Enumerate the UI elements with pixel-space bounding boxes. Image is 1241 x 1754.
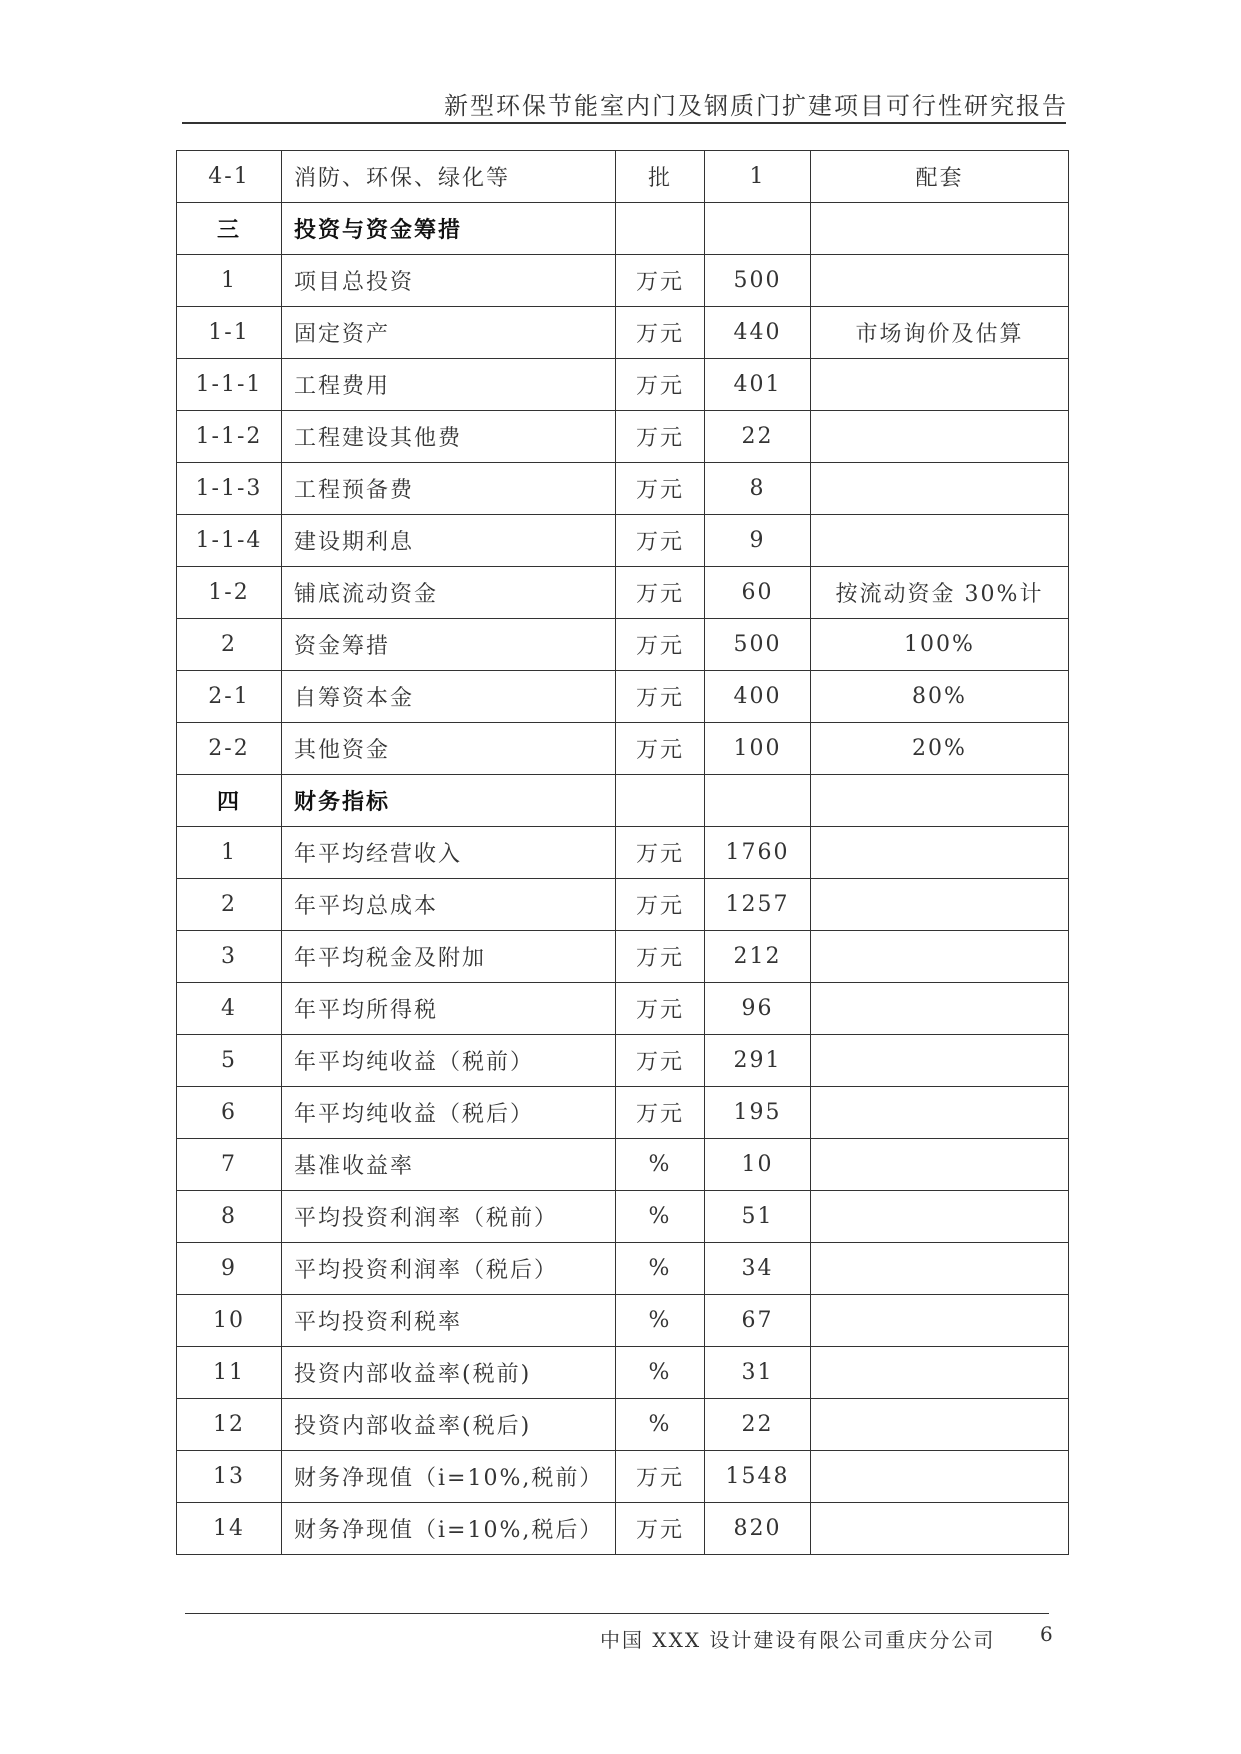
- item-name-cell: 自筹资本金: [282, 671, 616, 723]
- unit-cell: %: [616, 1295, 705, 1347]
- item-name-cell: 平均投资利税率: [282, 1295, 616, 1347]
- unit-cell: 万元: [616, 1503, 705, 1555]
- row-number-cell: 6: [177, 1087, 282, 1139]
- unit-cell: 万元: [616, 1451, 705, 1503]
- note-cell: [811, 1087, 1069, 1139]
- row-number-cell: 4: [177, 983, 282, 1035]
- unit-cell: 万元: [616, 1035, 705, 1087]
- table-row: [177, 1243, 1069, 1295]
- note-cell: [811, 879, 1069, 931]
- row-number-cell: 10: [177, 1295, 282, 1347]
- page-number: 6: [1040, 1622, 1053, 1646]
- value-cell: [705, 203, 811, 255]
- unit-cell: %: [616, 1347, 705, 1399]
- unit-cell: [616, 775, 705, 827]
- item-name-cell: 项目总投资: [282, 255, 616, 307]
- row-number-cell: 12: [177, 1399, 282, 1451]
- value-cell: 51: [705, 1191, 811, 1243]
- row-number-cell: 1-1-1: [177, 359, 282, 411]
- table-row: [177, 463, 1069, 515]
- table-body: [177, 151, 1069, 1555]
- unit-cell: 万元: [616, 879, 705, 931]
- row-number-cell: 四: [177, 775, 282, 827]
- footer-rule: [185, 1613, 1049, 1614]
- unit-cell: 万元: [616, 1087, 705, 1139]
- value-cell: 401: [705, 359, 811, 411]
- item-name-cell: 年平均税金及附加: [282, 931, 616, 983]
- header-rule: [182, 122, 1066, 124]
- unit-cell: 万元: [616, 255, 705, 307]
- value-cell: [705, 775, 811, 827]
- row-number-cell: 1-2: [177, 567, 282, 619]
- item-name-cell: 消防、环保、绿化等: [282, 151, 616, 203]
- table-row: [177, 1295, 1069, 1347]
- note-cell: 20%: [811, 723, 1069, 775]
- row-number-cell: 1: [177, 827, 282, 879]
- table-row: [177, 931, 1069, 983]
- item-name-cell: 投资内部收益率(税前): [282, 1347, 616, 1399]
- value-cell: 1760: [705, 827, 811, 879]
- unit-cell: 万元: [616, 671, 705, 723]
- table-row: [177, 411, 1069, 463]
- value-cell: 1257: [705, 879, 811, 931]
- section-row: [177, 775, 1069, 827]
- note-cell: [811, 255, 1069, 307]
- value-cell: 1: [705, 151, 811, 203]
- item-name-cell: 财务指标: [282, 775, 616, 827]
- row-number-cell: 1-1-3: [177, 463, 282, 515]
- item-name-cell: 固定资产: [282, 307, 616, 359]
- note-cell: 配套: [811, 151, 1069, 203]
- item-name-cell: 投资与资金筹措: [282, 203, 616, 255]
- table-row: [177, 671, 1069, 723]
- note-cell: [811, 463, 1069, 515]
- unit-cell: 万元: [616, 723, 705, 775]
- unit-cell: 万元: [616, 515, 705, 567]
- unit-cell: 万元: [616, 827, 705, 879]
- table-row: [177, 307, 1069, 359]
- value-cell: 291: [705, 1035, 811, 1087]
- value-cell: 67: [705, 1295, 811, 1347]
- indicator-table: [176, 150, 1069, 1555]
- note-cell: [811, 515, 1069, 567]
- table-row: [177, 619, 1069, 671]
- item-name-cell: 工程建设其他费: [282, 411, 616, 463]
- item-name-cell: 年平均所得税: [282, 983, 616, 1035]
- item-name-cell: 建设期利息: [282, 515, 616, 567]
- item-name-cell: 财务净现值（i=10%,税前）: [282, 1451, 616, 1503]
- note-cell: [811, 983, 1069, 1035]
- table-row: [177, 567, 1069, 619]
- unit-cell: %: [616, 1399, 705, 1451]
- note-cell: [811, 359, 1069, 411]
- value-cell: 22: [705, 1399, 811, 1451]
- table-row: [177, 1191, 1069, 1243]
- row-number-cell: 5: [177, 1035, 282, 1087]
- note-cell: 100%: [811, 619, 1069, 671]
- value-cell: 10: [705, 1139, 811, 1191]
- table-row: [177, 515, 1069, 567]
- row-number-cell: 3: [177, 931, 282, 983]
- item-name-cell: 其他资金: [282, 723, 616, 775]
- unit-cell: 万元: [616, 567, 705, 619]
- table-row: [177, 827, 1069, 879]
- note-cell: [811, 775, 1069, 827]
- footer-company: 中国 XXX 设计建设有限公司重庆分公司: [600, 1628, 996, 1652]
- row-number-cell: 2-1: [177, 671, 282, 723]
- unit-cell: 万元: [616, 307, 705, 359]
- row-number-cell: 1-1-2: [177, 411, 282, 463]
- row-number-cell: 1-1: [177, 307, 282, 359]
- unit-cell: 万元: [616, 463, 705, 515]
- item-name-cell: 年平均经营收入: [282, 827, 616, 879]
- note-cell: [811, 1347, 1069, 1399]
- row-number-cell: 1-1-4: [177, 515, 282, 567]
- value-cell: 96: [705, 983, 811, 1035]
- table-row: [177, 151, 1069, 203]
- table-row: [177, 723, 1069, 775]
- value-cell: 8: [705, 463, 811, 515]
- unit-cell: 批: [616, 151, 705, 203]
- table-row: [177, 1347, 1069, 1399]
- table-row: [177, 1451, 1069, 1503]
- row-number-cell: 13: [177, 1451, 282, 1503]
- value-cell: 820: [705, 1503, 811, 1555]
- unit-cell: 万元: [616, 411, 705, 463]
- item-name-cell: 年平均总成本: [282, 879, 616, 931]
- note-cell: [811, 827, 1069, 879]
- item-name-cell: 财务净现值（i=10%,税后）: [282, 1503, 616, 1555]
- row-number-cell: 11: [177, 1347, 282, 1399]
- table-row: [177, 1035, 1069, 1087]
- row-number-cell: 2: [177, 879, 282, 931]
- row-number-cell: 7: [177, 1139, 282, 1191]
- note-cell: [811, 1035, 1069, 1087]
- table-row: [177, 1139, 1069, 1191]
- section-row: [177, 203, 1069, 255]
- value-cell: 500: [705, 255, 811, 307]
- note-cell: [811, 1451, 1069, 1503]
- value-cell: 60: [705, 567, 811, 619]
- table-row: [177, 1087, 1069, 1139]
- item-name-cell: 平均投资利润率（税前）: [282, 1191, 616, 1243]
- unit-cell: 万元: [616, 359, 705, 411]
- item-name-cell: 工程费用: [282, 359, 616, 411]
- item-name-cell: 基准收益率: [282, 1139, 616, 1191]
- note-cell: 市场询价及估算: [811, 307, 1069, 359]
- table-row: [177, 255, 1069, 307]
- note-cell: [811, 1243, 1069, 1295]
- unit-cell: %: [616, 1139, 705, 1191]
- item-name-cell: 平均投资利润率（税后）: [282, 1243, 616, 1295]
- value-cell: 34: [705, 1243, 811, 1295]
- unit-cell: 万元: [616, 931, 705, 983]
- row-number-cell: 2: [177, 619, 282, 671]
- item-name-cell: 年平均纯收益（税前）: [282, 1035, 616, 1087]
- value-cell: 212: [705, 931, 811, 983]
- note-cell: [811, 1503, 1069, 1555]
- table-row: [177, 879, 1069, 931]
- item-name-cell: 铺底流动资金: [282, 567, 616, 619]
- value-cell: 100: [705, 723, 811, 775]
- row-number-cell: 1: [177, 255, 282, 307]
- value-cell: 440: [705, 307, 811, 359]
- row-number-cell: 14: [177, 1503, 282, 1555]
- table-row: [177, 359, 1069, 411]
- note-cell: [811, 1295, 1069, 1347]
- unit-cell: %: [616, 1243, 705, 1295]
- unit-cell: [616, 203, 705, 255]
- document-header-title: 新型环保节能室内门及钢质门扩建项目可行性研究报告: [444, 92, 1068, 120]
- value-cell: 31: [705, 1347, 811, 1399]
- value-cell: 500: [705, 619, 811, 671]
- unit-cell: 万元: [616, 619, 705, 671]
- note-cell: [811, 1139, 1069, 1191]
- item-name-cell: 资金筹措: [282, 619, 616, 671]
- value-cell: 9: [705, 515, 811, 567]
- value-cell: 195: [705, 1087, 811, 1139]
- note-cell: 按流动资金 30%计: [811, 567, 1069, 619]
- row-number-cell: 9: [177, 1243, 282, 1295]
- note-cell: [811, 1399, 1069, 1451]
- note-cell: [811, 203, 1069, 255]
- item-name-cell: 工程预备费: [282, 463, 616, 515]
- table-row: [177, 1399, 1069, 1451]
- table-row: [177, 1503, 1069, 1555]
- item-name-cell: 投资内部收益率(税后): [282, 1399, 616, 1451]
- table-row: [177, 983, 1069, 1035]
- row-number-cell: 2-2: [177, 723, 282, 775]
- note-cell: [811, 411, 1069, 463]
- note-cell: [811, 931, 1069, 983]
- item-name-cell: 年平均纯收益（税后）: [282, 1087, 616, 1139]
- value-cell: 400: [705, 671, 811, 723]
- note-cell: [811, 1191, 1069, 1243]
- note-cell: 80%: [811, 671, 1069, 723]
- row-number-cell: 4-1: [177, 151, 282, 203]
- unit-cell: %: [616, 1191, 705, 1243]
- row-number-cell: 三: [177, 203, 282, 255]
- row-number-cell: 8: [177, 1191, 282, 1243]
- value-cell: 1548: [705, 1451, 811, 1503]
- unit-cell: 万元: [616, 983, 705, 1035]
- value-cell: 22: [705, 411, 811, 463]
